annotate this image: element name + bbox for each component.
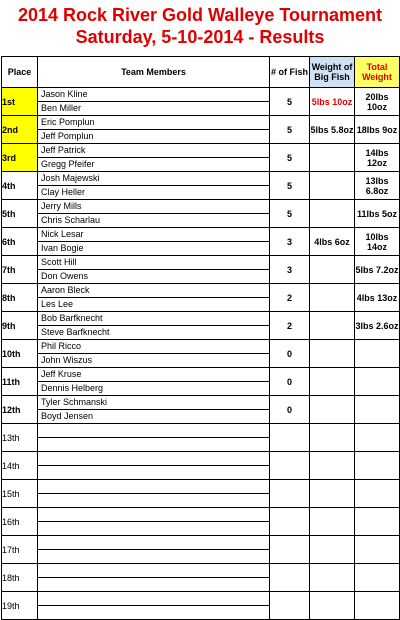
member-name: Nick Lesar [41, 229, 84, 239]
big-fish-cell [310, 396, 355, 424]
total-weight-cell: 11lbs 5oz [355, 200, 400, 228]
total-weight-cell: 18lbs 9oz [355, 116, 400, 144]
members-cell [38, 508, 270, 536]
member-name: Scott Hill [41, 257, 77, 267]
fish-count-cell: 5 [270, 200, 310, 228]
member-name: Dennis Helberg [38, 381, 269, 395]
members-cell [38, 480, 270, 508]
place-cell: 15th [2, 480, 38, 508]
member-name [38, 465, 269, 479]
table-row [2, 340, 400, 368]
table-row [2, 144, 400, 172]
big-fish-cell [310, 592, 355, 620]
fish-count-cell: 5 [270, 172, 310, 200]
table-row [2, 536, 400, 564]
total-weight-cell [355, 536, 400, 564]
member-name: Boyd Jensen [38, 409, 269, 423]
total-weight-cell: 14lbs 12oz [355, 144, 400, 172]
big-fish-cell [310, 144, 355, 172]
total-weight-cell: 3lbs 2.6oz [355, 312, 400, 340]
place-cell: 9th [2, 312, 38, 340]
member-name: Steve Barfknecht [38, 325, 269, 339]
fish-count-cell: 2 [270, 312, 310, 340]
total-weight-cell [355, 508, 400, 536]
place-cell: 7th [2, 256, 38, 284]
total-weight-cell [355, 592, 400, 620]
place-cell: 2nd [2, 116, 38, 144]
header-row [2, 57, 400, 88]
place-cell: 18th [2, 564, 38, 592]
member-name [38, 549, 269, 563]
big-fish-cell [310, 452, 355, 480]
members-cell [38, 340, 270, 368]
page-title: 2014 Rock River Gold Walleye Tournament [17, 5, 383, 25]
total-weight-cell [355, 424, 400, 452]
members-cell [38, 424, 270, 452]
table-row [2, 88, 400, 116]
member-name: Phil Ricco [41, 341, 82, 351]
place-cell: 6th [2, 228, 38, 256]
fish-count-cell [270, 480, 310, 508]
place-cell: 19th [2, 592, 38, 620]
place-cell: 16th [2, 508, 38, 536]
big-fish-cell [310, 368, 355, 396]
table-row [2, 312, 400, 340]
table-row [2, 396, 400, 424]
table-row [2, 172, 400, 200]
fish-count-header: # of Fish [270, 57, 310, 88]
fish-count-cell: 0 [270, 368, 310, 396]
table-row [2, 452, 400, 480]
place-cell: 4th [2, 172, 38, 200]
big-fish-cell [310, 340, 355, 368]
place-cell: 13th [2, 424, 38, 452]
big-fish-cell: 4lbs 6oz [310, 228, 355, 256]
place-cell: 8th [2, 284, 38, 312]
fish-count-cell [270, 452, 310, 480]
total-weight-cell [355, 396, 400, 424]
table-row [2, 368, 400, 396]
members-cell [38, 536, 270, 564]
table-row [2, 200, 400, 228]
members-cell [38, 396, 270, 424]
member-name [38, 564, 269, 577]
member-name: Jeff Pomplun [38, 129, 269, 143]
member-name: John Wiszus [38, 353, 269, 367]
member-name [38, 605, 269, 619]
page-header [0, 0, 400, 48]
members-cell [38, 312, 270, 340]
members-cell [38, 368, 270, 396]
total-weight-cell [355, 368, 400, 396]
members-cell [38, 452, 270, 480]
member-name [38, 493, 269, 507]
member-name [38, 480, 269, 493]
members-cell [38, 256, 270, 284]
place-cell: 3rd [2, 144, 38, 172]
member-name: Bob Barfknecht [41, 313, 103, 323]
member-name [38, 521, 269, 535]
member-name [38, 437, 269, 451]
member-name: Gregg Pfeifer [38, 157, 269, 171]
big-fish-cell [310, 508, 355, 536]
table-row [2, 592, 400, 620]
big-fish-cell [310, 564, 355, 592]
members-cell [38, 116, 270, 144]
members-cell [38, 144, 270, 172]
table-row [2, 564, 400, 592]
total-weight-cell [355, 452, 400, 480]
big-fish-cell [310, 172, 355, 200]
member-name: Chris Scharlau [38, 213, 269, 227]
page-subtitle: Saturday, 5-10-2014 - Results [75, 27, 325, 47]
big-fish-cell [310, 200, 355, 228]
member-name: Les Lee [38, 297, 269, 311]
total-weight-cell: 20lbs 10oz [355, 88, 400, 116]
total-weight-cell [355, 340, 400, 368]
member-name [38, 536, 269, 549]
fish-count-cell: 2 [270, 284, 310, 312]
total-weight-cell [355, 564, 400, 592]
place-cell: 11th [2, 368, 38, 396]
total-weight-cell: 13lbs 6.8oz [355, 172, 400, 200]
big-fish-cell [310, 284, 355, 312]
fish-count-cell: 0 [270, 340, 310, 368]
place-header: Place [2, 57, 38, 88]
member-name: Eric Pomplun [41, 117, 95, 127]
members-cell [38, 200, 270, 228]
total-weight-header: Total Weight [355, 57, 400, 88]
fish-count-cell: 5 [270, 88, 310, 116]
member-name [38, 592, 269, 605]
fish-count-cell [270, 424, 310, 452]
member-name: Josh Majewski [41, 173, 100, 183]
member-name: Don Owens [38, 269, 269, 283]
fish-count-cell [270, 592, 310, 620]
members-cell [38, 564, 270, 592]
member-name [38, 452, 269, 465]
member-name [38, 508, 269, 521]
table-row [2, 284, 400, 312]
place-cell: 14th [2, 452, 38, 480]
total-weight-cell: 10lbs 14oz [355, 228, 400, 256]
fish-count-cell [270, 508, 310, 536]
members-cell [38, 172, 270, 200]
big-fish-cell [310, 312, 355, 340]
total-weight-cell: 4lbs 13oz [355, 284, 400, 312]
member-name: Aaron Bleck [41, 285, 90, 295]
fish-count-cell: 0 [270, 396, 310, 424]
member-name: Jeff Patrick [41, 145, 86, 155]
place-cell: 12th [2, 396, 38, 424]
total-weight-cell: 5lbs 7.2oz [355, 256, 400, 284]
big-fish-cell: 5lbs 10oz [310, 88, 355, 116]
fish-count-cell: 3 [270, 256, 310, 284]
table-row [2, 256, 400, 284]
member-name: Jeff Kruse [41, 369, 82, 379]
member-name: Ben Miller [38, 101, 269, 115]
place-cell: 17th [2, 536, 38, 564]
table-row [2, 508, 400, 536]
place-cell: 10th [2, 340, 38, 368]
big-fish-cell [310, 536, 355, 564]
place-cell: 5th [2, 200, 38, 228]
total-weight-cell [355, 480, 400, 508]
members-cell [38, 228, 270, 256]
member-name: Ivan Bogie [38, 241, 269, 255]
fish-count-cell: 5 [270, 116, 310, 144]
place-cell: 1st [2, 88, 38, 116]
members-cell [38, 88, 270, 116]
table-row [2, 424, 400, 452]
members-cell [38, 284, 270, 312]
member-name: Tyler Schmanski [41, 397, 108, 407]
results-table [1, 56, 400, 620]
big-fish-cell [310, 480, 355, 508]
members-header: Team Members [38, 57, 270, 88]
member-name: Jason Kline [41, 89, 88, 99]
table-row [2, 228, 400, 256]
table-row [2, 116, 400, 144]
member-name [38, 424, 269, 437]
big-fish-cell: 5lbs 5.8oz [310, 116, 355, 144]
fish-count-cell: 3 [270, 228, 310, 256]
big-fish-cell [310, 424, 355, 452]
fish-count-cell [270, 564, 310, 592]
member-name: Clay Heller [38, 185, 269, 199]
member-name [38, 577, 269, 591]
members-cell [38, 592, 270, 620]
big-fish-header: Weight of Big Fish [310, 57, 355, 88]
big-fish-cell [310, 256, 355, 284]
fish-count-cell [270, 536, 310, 564]
table-row [2, 480, 400, 508]
member-name: Jerry Mills [41, 201, 82, 211]
fish-count-cell: 5 [270, 144, 310, 172]
